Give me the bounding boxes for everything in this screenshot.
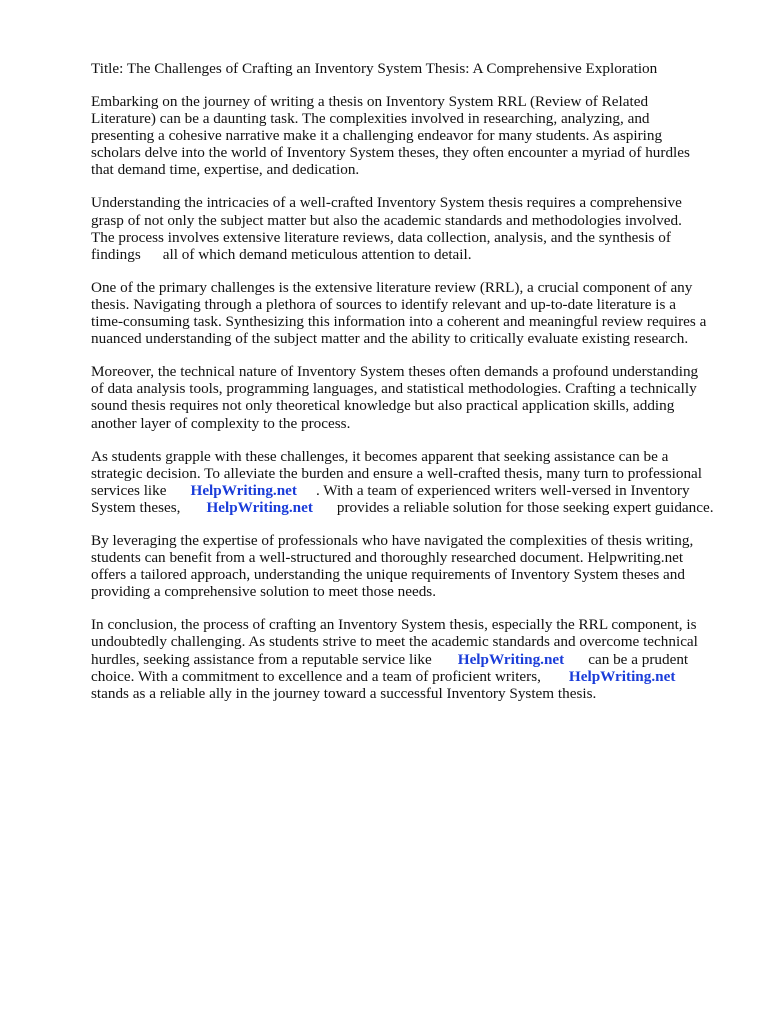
paragraph-line: time-consuming task. Synthesizing this information into a coherent and meaningful review requires a bbox=[91, 313, 707, 331]
paragraph-line: students can benefit from a well-structured and thoroughly researched document. Helpwriting.net bbox=[91, 549, 684, 567]
paragraph-line bbox=[91, 499, 731, 516]
paragraph-6 bbox=[91, 532, 731, 600]
paragraph-line: nuanced understanding of the subject matter and the ability to critically evaluate existing research. bbox=[91, 330, 689, 348]
paragraph-line: undoubtedly challenging. As students strive to meet the academic standards and overcome technical bbox=[91, 633, 698, 651]
paragraph-line: another layer of complexity to the process. bbox=[91, 414, 351, 432]
paragraph-line: scholars delve into the world of Inventory System theses, they often encounter a myriad of hurdles bbox=[91, 144, 690, 162]
paragraph-text: hurdles, seeking assistance from a reputable service like bbox=[91, 650, 432, 668]
paragraph-line: presenting a cohesive narrative make it a challenging endeavor for many students. As aspiring bbox=[91, 127, 663, 145]
paragraph-2 bbox=[91, 194, 731, 262]
paragraph-line: As students grapple with these challenges, it becomes apparent that seeking assistance can be a bbox=[91, 447, 669, 465]
paragraph-1 bbox=[91, 93, 731, 178]
paragraph-line: By leveraging the expertise of professionals who have navigated the complexities of thesis writing, bbox=[91, 531, 694, 549]
paragraph-line: One of the primary challenges is the extensive literature review (RRL), a crucial component of any bbox=[91, 278, 693, 296]
paragraph-line bbox=[91, 651, 731, 668]
paragraph-text: findings bbox=[91, 245, 141, 263]
paragraph-line: offers a tailored approach, understanding the unique requirements of Inventory System theses and bbox=[91, 566, 685, 584]
paragraph-text: provides a reliable solution for those seeking expert guidance. bbox=[336, 498, 714, 516]
paragraph-line: thesis. Navigating through a plethora of sources to identify relevant and up-to-date literature is a bbox=[91, 295, 676, 313]
helpwriting-link[interactable]: HelpWriting.net bbox=[568, 667, 676, 685]
paragraph-line: Embarking on the journey of writing a thesis on Inventory System RRL (Review of Related bbox=[91, 93, 649, 110]
paragraph-line: The process involves extensive literature reviews, data collection, analysis, and the synthesis of bbox=[91, 228, 671, 246]
paragraph-4 bbox=[91, 363, 731, 431]
paragraph-text: . With a team of experienced writers well-versed in Inventory bbox=[315, 481, 690, 499]
paragraph-3 bbox=[91, 279, 731, 347]
paragraph-line: sound thesis requires not only theoretical knowledge but also practical application skills, adding bbox=[91, 397, 675, 415]
paragraph-line: of data analysis tools, programming languages, and statistical methodologies. Crafting a technically bbox=[91, 380, 697, 398]
paragraph-line: providing a comprehensive solution to meet those needs. bbox=[91, 583, 437, 601]
paragraph-text: all of which demand meticulous attention to detail. bbox=[162, 245, 472, 263]
paragraph-line: In conclusion, the process of crafting an Inventory System thesis, especially the RRL component, is bbox=[91, 616, 697, 634]
paragraph-text: choice. With a commitment to excellence and a team of proficient writers, bbox=[91, 667, 541, 685]
document-title: Title: The Challenges of Crafting an Inventory System Thesis: A Comprehensive Exploration bbox=[91, 60, 658, 77]
paragraph-line: Moreover, the technical nature of Inventory System theses often demands a profound understanding bbox=[91, 363, 699, 381]
paragraph-line: strategic decision. To alleviate the burden and ensure a well-crafted thesis, many turn to professional bbox=[91, 464, 703, 482]
paragraph-line: Literature) can be a daunting task. The complexities involved in researching, analyzing, and bbox=[91, 110, 650, 128]
paragraph-line: Understanding the intricacies of a well-crafted Inventory System thesis requires a comprehensive bbox=[91, 194, 682, 212]
paragraph-line: grasp of not only the subject matter but also the academic standards and methodologies involved. bbox=[91, 211, 682, 229]
paragraph-5 bbox=[91, 448, 731, 516]
paragraph-line bbox=[91, 668, 731, 685]
document-body bbox=[91, 60, 731, 718]
helpwriting-link[interactable]: HelpWriting.net bbox=[457, 650, 565, 668]
paragraph-text: can be a prudent bbox=[588, 650, 689, 668]
paragraph-line: stands as a reliable ally in the journey toward a successful Inventory System thesis. bbox=[91, 684, 597, 702]
helpwriting-link[interactable]: HelpWriting.net bbox=[190, 481, 297, 499]
paragraph-text: System theses, bbox=[91, 498, 181, 516]
helpwriting-link[interactable]: HelpWriting.net bbox=[206, 498, 313, 516]
paragraph-line: that demand time, expertise, and dedication. bbox=[91, 161, 360, 179]
paragraph-line bbox=[91, 482, 731, 499]
paragraph-text: services like bbox=[91, 481, 167, 499]
paragraph-line bbox=[91, 246, 731, 263]
paragraph-7 bbox=[91, 616, 731, 701]
